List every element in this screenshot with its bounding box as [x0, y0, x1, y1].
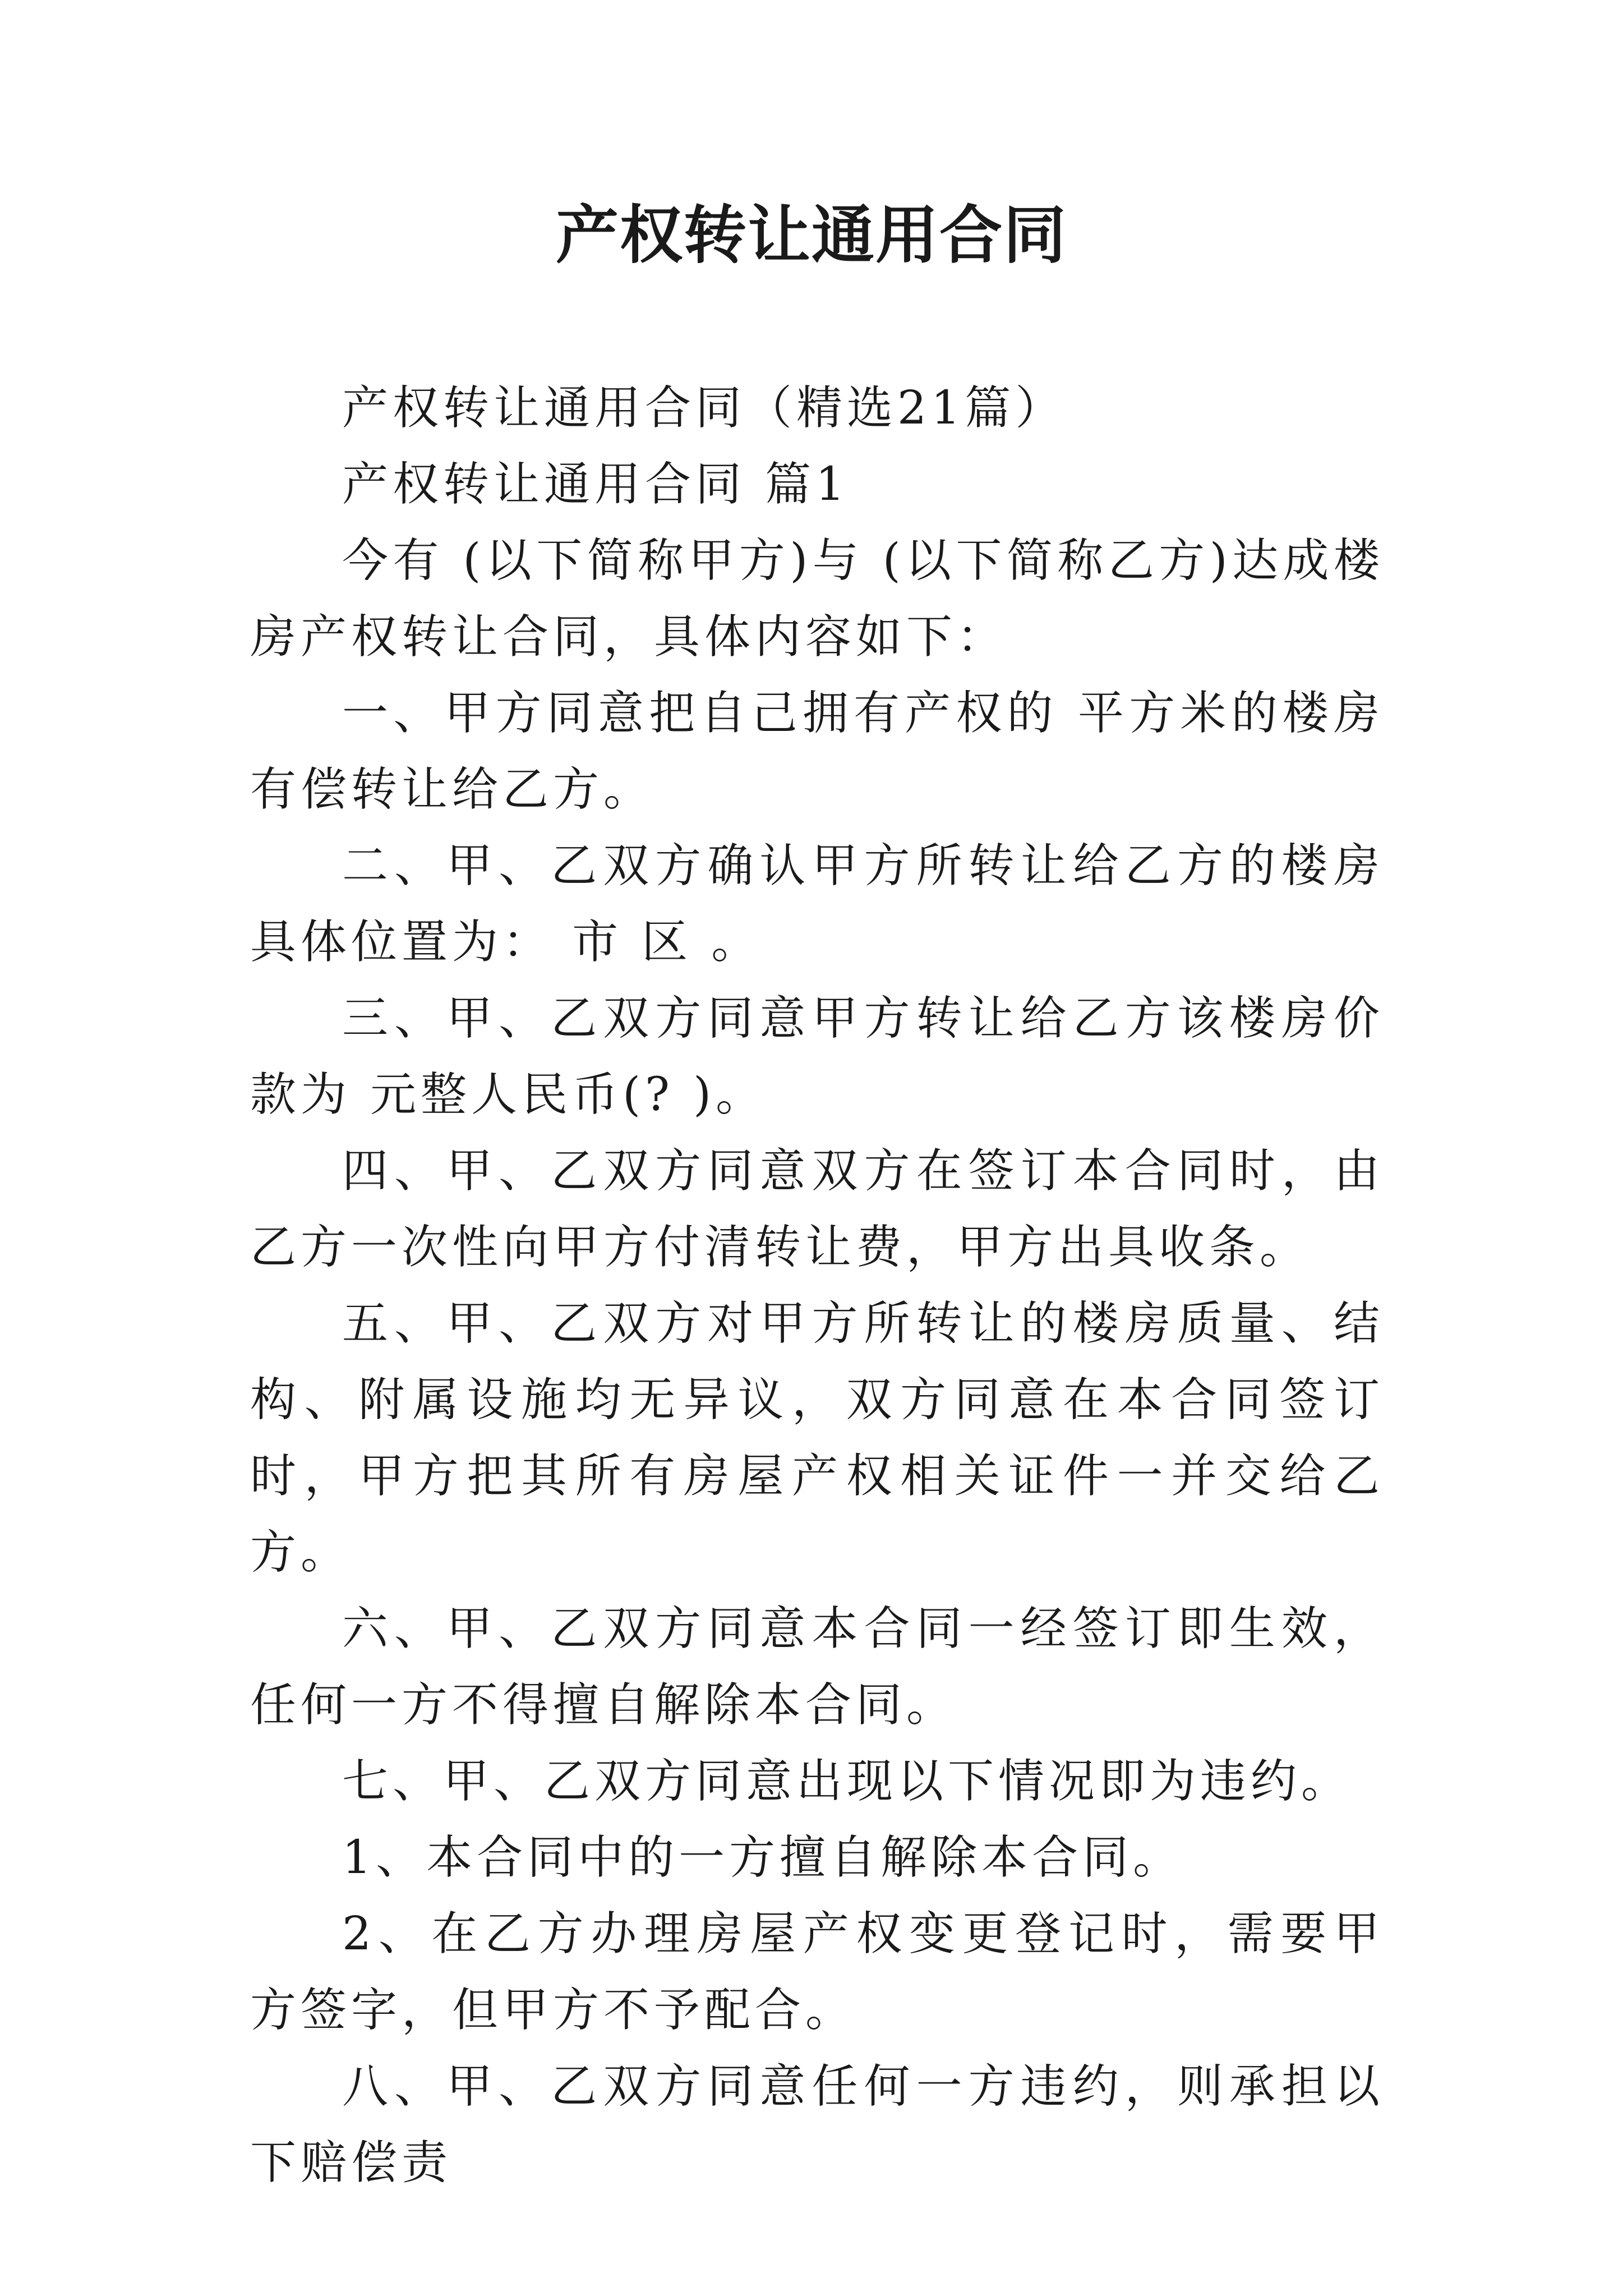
paragraph-subtitle: 产权转让通用合同（精选21篇） — [342, 381, 1066, 435]
paragraph-clause-8: 八、甲、乙双方同意任何一方违约，则承担以下赔偿责 — [250, 2060, 1384, 2189]
paragraph-clause-3: 三、甲、乙双方同意甲方转让给乙方该楼房价款为 元整人民币(? )。 — [250, 992, 1384, 1121]
paragraph-clause-2: 二、甲、乙双方确认甲方所转让给乙方的楼房具体位置为： 市 区 。 — [250, 839, 1384, 969]
paragraph-intro: 今有 (以下简称甲方)与 (以下简称乙方)达成楼房产权转让合同，具体内容如下： — [250, 534, 1384, 664]
paragraph-clause-7-item-2: 2、在乙方办理房屋产权变更登记时，需要甲方签字，但甲方不予配合。 — [250, 1907, 1384, 2037]
paragraph-clause-7: 七、甲、乙双方同意出现以下情况即为违约。 — [342, 1755, 1352, 1808]
paragraph-clause-1: 一、甲方同意把自己拥有产权的 平方米的楼房有偿转让给乙方。 — [250, 687, 1384, 816]
paragraph-clause-7-item-1: 1、本合同中的一方擅自解除本合同。 — [342, 1831, 1184, 1884]
paragraph-section-heading: 产权转让通用合同 篇1 — [342, 458, 850, 511]
paragraph-clause-5: 五、甲、乙双方对甲方所转让的楼房质量、结构、附属设施均无异议，双方同意在本合同签订时，甲方把其所有房屋产权相关证件一并交给乙方。 — [250, 1297, 1384, 1579]
document-title: 产权转让通用合同 — [556, 199, 1067, 272]
document-body — [250, 370, 1384, 2201]
paragraph-clause-6: 六、甲、乙双方同意本合同一经签订即生效，任何一方不得擅自解除本合同。 — [250, 1602, 1384, 1732]
paragraph-clause-4: 四、甲、乙双方同意双方在签订本合同时，由乙方一次性向甲方付清转让费，甲方出具收条。 — [250, 1144, 1384, 1274]
